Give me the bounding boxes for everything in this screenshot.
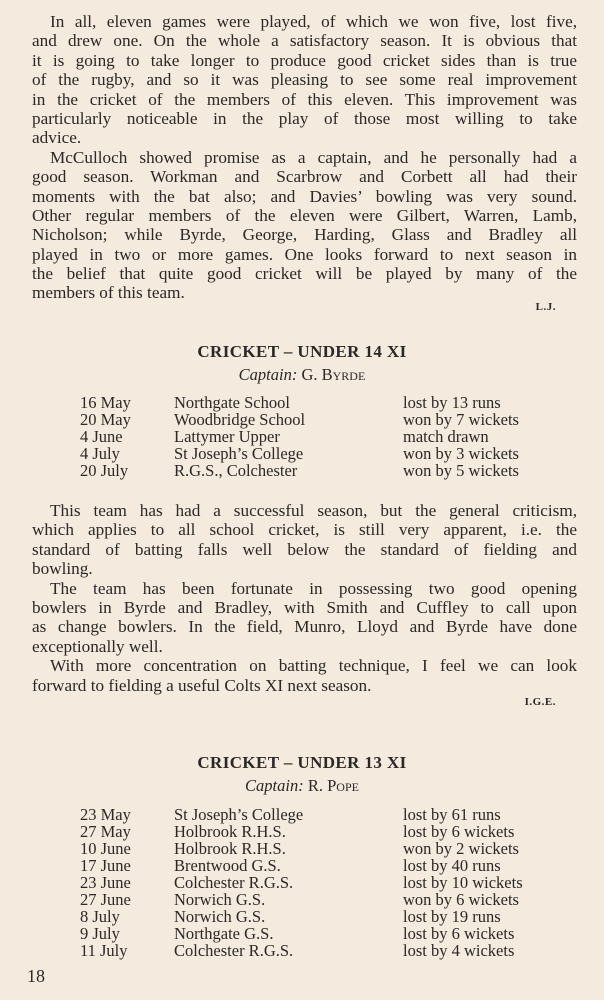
- fixture-date: 8 July: [80, 907, 120, 926]
- fixture-date: 11 July: [80, 941, 128, 960]
- text-line: McCulloch showed promise as a captain, and he personally had a: [50, 147, 577, 167]
- fixture-result: lost by 19 runs: [403, 907, 501, 926]
- text-line: standard of batting falls well below the standard of fielding and: [32, 539, 577, 559]
- fixture-row: [80, 394, 519, 411]
- fixture-row: [80, 891, 523, 908]
- fixture-date: 10 June: [80, 839, 131, 858]
- text-line: in the cricket of the members of this eleven. This improvement was: [32, 89, 577, 109]
- signature-ige: I.G.E.: [524, 696, 556, 708]
- fixture-date: 27 June: [80, 890, 131, 909]
- text-line: it is going to take longer to produce good cricket sides than is true: [32, 50, 577, 70]
- text-line: forward to fielding a useful Colts XI next season.: [32, 675, 372, 695]
- page-number: 18: [27, 966, 45, 986]
- text-line: This team has had a successful season, but the general criticism,: [50, 501, 577, 520]
- text-line: The team has been fortunate in possessing two good opening: [50, 578, 577, 598]
- text-line: the belief that quite good cricket will be played by many of the: [32, 264, 577, 284]
- fixture-date: 4 July: [80, 444, 120, 463]
- text-line: as change bowlers. In the field, Munro, Lloyd and Byrde have done: [32, 617, 577, 637]
- text-line: particularly noticeable in the play of those most willing to take: [32, 108, 577, 128]
- text-line: members of this team.: [32, 283, 185, 303]
- fixture-opponent: Northgate G.S.: [174, 924, 274, 943]
- fixture-row: [80, 445, 519, 462]
- under14-captain: [0, 365, 604, 385]
- fixture-date: 20 July: [80, 461, 129, 480]
- fixture-opponent: St Joseph’s College: [174, 805, 304, 824]
- fixture-date: 16 May: [80, 393, 131, 412]
- fixture-opponent: Holbrook R.H.S.: [174, 822, 286, 841]
- fixture-opponent: St Joseph’s College: [174, 444, 304, 463]
- fixture-opponent: Brentwood G.S.: [174, 856, 281, 875]
- fixture-row: [80, 942, 523, 959]
- fixture-opponent: Holbrook R.H.S.: [174, 839, 286, 858]
- signature-lj: L.J.: [535, 301, 556, 313]
- fixture-opponent: R.G.S., Colchester: [174, 461, 298, 480]
- text-line: Other regular members of the eleven were Gilbert, Warren, Lamb,: [32, 205, 577, 225]
- captain-name: G. Byrde: [301, 365, 366, 384]
- fixture-result: won by 3 wickets: [403, 444, 519, 463]
- fixture-result: lost by 10 wickets: [403, 873, 523, 892]
- captain-label: Captain:: [238, 365, 298, 384]
- captain-label: Captain:: [245, 776, 304, 795]
- captain-name: R. Pope: [307, 776, 359, 795]
- fixture-row: [80, 925, 523, 942]
- fixture-opponent: Woodbridge School: [174, 410, 306, 429]
- text-line: bowlers in Byrde and Bradley, with Smith and Cuffley to call upon: [32, 597, 577, 617]
- fixture-row: [80, 857, 523, 874]
- text-line: With more concentration on batting technique, I feel we can look: [50, 656, 577, 676]
- text-line: bowling.: [32, 559, 93, 579]
- fixture-date: 23 June: [80, 873, 131, 892]
- fixture-row: [80, 874, 523, 891]
- under13-fixtures-table: [80, 806, 523, 959]
- text-line: of the rugby, and so it was pleasing to see some real improvement: [32, 70, 577, 90]
- fixture-result: won by 6 wickets: [403, 890, 519, 909]
- fixture-row: [80, 823, 523, 840]
- fixture-row: [80, 840, 523, 857]
- fixture-result: lost by 61 runs: [403, 805, 501, 824]
- fixture-opponent: Norwich G.S.: [174, 890, 266, 909]
- text-line: moments with the bat also; and Davies’ bowling was very sound.: [32, 186, 577, 206]
- fixture-opponent: Norwich G.S.: [174, 907, 266, 926]
- fixture-date: 20 May: [80, 410, 131, 429]
- fixture-date: 4 June: [80, 427, 123, 446]
- fixture-result: won by 2 wickets: [403, 839, 519, 858]
- under13-heading: CRICKET – UNDER 13 XI: [197, 753, 407, 772]
- text-line: and drew one. On the whole a satisfactory season. It is obvious that: [32, 31, 577, 51]
- fixture-opponent: Colchester R.G.S.: [174, 873, 294, 892]
- text-line: Nicholson; while Byrde, George, Harding, Glass and Bradley all: [32, 225, 577, 245]
- fixture-result: won by 7 wickets: [403, 410, 519, 429]
- fixture-row: [80, 462, 519, 479]
- under14-heading: CRICKET – UNDER 14 XI: [197, 342, 407, 361]
- fixture-date: 9 July: [80, 924, 120, 943]
- text-line: In all, eleven games were played, of which we won five, lost five,: [50, 12, 577, 31]
- fixture-date: 23 May: [80, 805, 131, 824]
- fixture-opponent: Northgate School: [174, 393, 290, 412]
- fixture-result: match drawn: [403, 427, 489, 446]
- under14-fixtures-table: [80, 394, 519, 479]
- fixture-result: lost by 13 runs: [403, 393, 501, 412]
- fixture-result: lost by 40 runs: [403, 856, 501, 875]
- under15-report-text: [32, 12, 577, 303]
- under13-captain: [0, 776, 604, 796]
- text-line: which applies to all school cricket, is still very apparent, i.e. the: [32, 520, 577, 540]
- fixture-row: [80, 806, 523, 823]
- text-line: played in two or more games. One looks forward to next season in: [32, 244, 577, 264]
- text-line: exceptionally well.: [32, 636, 163, 656]
- fixture-result: lost by 4 wickets: [403, 941, 515, 960]
- fixture-result: won by 5 wickets: [403, 461, 519, 480]
- fixture-row: [80, 908, 523, 925]
- under14-report-text: [32, 501, 577, 695]
- fixture-row: [80, 411, 519, 428]
- fixture-opponent: Lattymer Upper: [174, 427, 280, 446]
- text-line: advice.: [32, 128, 82, 148]
- fixture-date: 27 May: [80, 822, 131, 841]
- fixture-result: lost by 6 wickets: [403, 924, 515, 943]
- fixture-opponent: Colchester R.G.S.: [174, 941, 294, 960]
- text-line: good season. Workman and Scarbrow and Corbett all had their: [32, 167, 577, 187]
- fixture-result: lost by 6 wickets: [403, 822, 515, 841]
- fixture-row: [80, 428, 519, 445]
- fixture-date: 17 June: [80, 856, 131, 875]
